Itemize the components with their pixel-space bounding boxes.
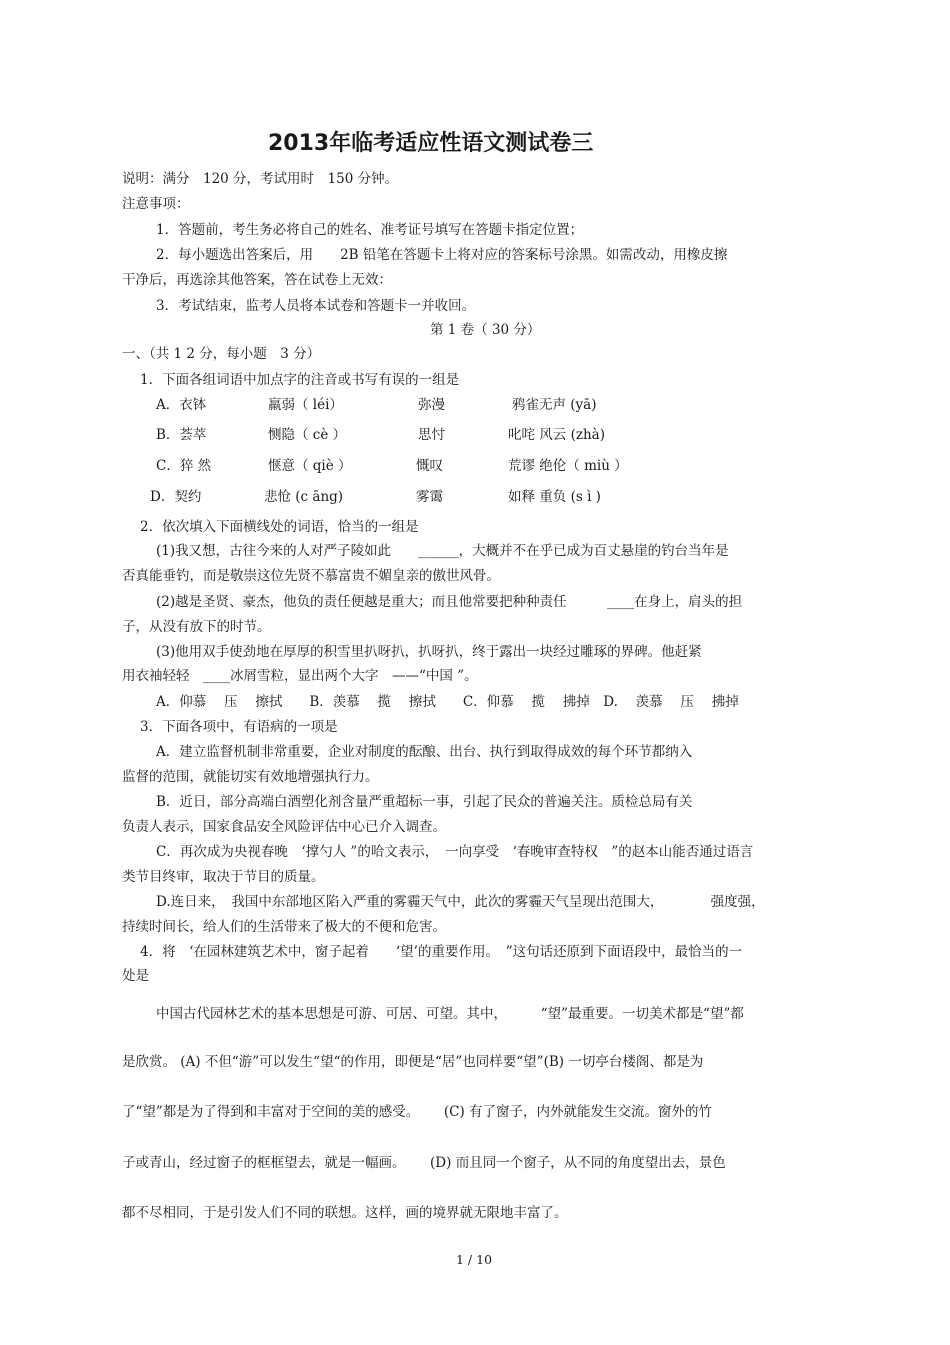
q4-passage-line-2: 是欣赏。 (A) 不但“游”可以发生“望“的作用，即便是“居”也同样要“望”(B) 一切亭台楼阁、都是为 xyxy=(122,1054,704,1070)
question-1-stem: 1．下面各组词语中加点字的注音或书写有误的一组是 xyxy=(140,372,460,388)
notice-rule-1: 1．答题前，考生务必将自己的姓名、准考证号填写在答题卡指定位置； xyxy=(156,222,584,238)
q1-option-c-word3: 慨叹 xyxy=(416,458,443,474)
q2-passage-1-cont: 否真能垂钓，而是敬崇这位先贤不慕富贵不媚皇亲的傲世风骨。 xyxy=(122,568,500,584)
q1-option-c-word2: 惬意（ qiè ） xyxy=(268,458,352,474)
q3-option-b: B．近日，部分高端白酒塑化剂含量严重超标一事，引起了民众的普遍关注。质检总局有关 xyxy=(156,794,693,810)
q1-option-d-word1: D．契约 xyxy=(150,489,202,505)
q1-option-c-word4: 荒谬 绝伦（ miù ） xyxy=(508,458,628,474)
q1-option-c-word1: C．猝 然 xyxy=(156,458,212,474)
question-4-stem-cont: 处是 xyxy=(122,968,149,984)
q1-option-b-word4: 叱咤 风云 (zhà) xyxy=(508,427,605,443)
question-4-stem: 4．将 ‘在园林建筑艺术中，窗子起着 ‘望’的重要作用。 ”这句话还原到下面语段中，最恰当的一 xyxy=(140,944,743,960)
q1-option-d-word4: 如释 重负 (s ì ) xyxy=(508,489,601,505)
q4-passage-line-1: 中国古代园林艺术的基本思想是可游、可居、可望。其中， “望”最重要。一切美术都是“望”都 xyxy=(156,1006,744,1022)
q1-option-a-word2: 羸弱（ léi） xyxy=(268,397,343,413)
notice-rule-3: 3．考试结束，监考人员将本试卷和答题卡一并收回。 xyxy=(156,298,476,314)
q4-passage-line-4: 子或青山，经过窗子的框框望去，就是一幅画。 (D) 而且同一个窗子，从不同的角度望出去，景色 xyxy=(122,1155,726,1171)
question-2-stem: 2．依次填入下面横线处的词语，恰当的一组是 xyxy=(140,519,419,535)
q1-option-a-word1: A．衣钵 xyxy=(156,397,207,413)
q2-passage-1: (1)我又想，古往今来的人对严子陵如此 ______，大概并不在乎已成为百丈悬崖的钓台当年是 xyxy=(156,543,729,559)
q1-option-a-word3: 弥漫 xyxy=(418,397,445,413)
q3-option-a-cont: 监督的范围，就能切实有效地增强执行力。 xyxy=(122,769,379,785)
q4-passage-line-3: 了“望”都是为了得到和丰富对于空间的美的感受。 (C) 有了窗子，内外就能发生交流。窗外的竹 xyxy=(122,1104,712,1120)
q1-option-d-word2: 悲怆 (c āng) xyxy=(264,489,344,505)
q2-passage-3: (3)他用双手使劲地在厚厚的积雪里扒呀扒，扒呀扒，终于露出一块经过雕琢的界碑。他赶紧 xyxy=(156,644,702,660)
q3-option-d: D.连日来， 我国中东部地区陷入严重的雾霾天气中，此次的雾霾天气呈现出范围大， 强度强， xyxy=(156,894,765,910)
q3-option-c: C．再次成为央视春晚 ‘撑勺人 ”的哈文表示， 一向享受 ‘春晚审查特权 ”的赵本山能否通过语言 xyxy=(156,844,754,860)
q3-option-d-cont: 持续时间长，给人们的生活带来了极大的不便和危害。 xyxy=(122,919,446,935)
q3-option-a: A．建立监督机制非常重要，企业对制度的酝酿、出台、执行到取得成效的每个环节都纳入 xyxy=(156,744,693,760)
page-number: 1 / 10 xyxy=(456,1252,493,1267)
exam-note: 说明：满分 120 分，考试用时 150 分钟。 xyxy=(122,171,399,187)
q4-passage-line-5: 都不尽相同，于是引发人们不同的联想。这样，画的境界就无限地丰富了。 xyxy=(122,1205,568,1221)
section-heading: 一、（共 1 2 分，每小题 3 分） xyxy=(122,346,321,362)
q1-option-d-word3: 雾霭 xyxy=(416,489,443,505)
q1-option-a-word4: 鸦雀无声 (yā) xyxy=(512,397,597,413)
q3-option-b-cont: 负责人表示，国家食品安全风险评估中心已介入调查。 xyxy=(122,819,446,835)
q2-passage-2-cont: 子，从没有放下的时节。 xyxy=(122,619,271,635)
q2-passage-3-cont: 用衣袖轻轻 ____冰屑雪粒，显出两个大字 ——“中国 ”。 xyxy=(122,668,478,684)
q1-option-b-word3: 思忖 xyxy=(418,427,445,443)
notice-heading: 注意事项： xyxy=(122,196,190,212)
notice-rule-2-cont: 干净后，再选涂其他答案，答在试卷上无效： xyxy=(122,272,392,288)
q2-passage-2: (2)越是圣贤、豪杰，他负的责任便越是重大；而且他常要把种种责任 ____在身上，肩头的担 xyxy=(156,594,743,610)
notice-rule-2: 2．每小题选出答案后，用 2B 铅笔在答题卡上将对应的答案标号涂黑。如需改动，用橡皮擦 xyxy=(156,247,728,263)
page-title: 2013年临考适应性语文测试卷三 xyxy=(268,131,594,156)
q1-option-b-word2: 恻隐（ cè ） xyxy=(268,427,347,443)
q3-option-c-cont: 类节目终审，取决于节目的质量。 xyxy=(122,869,325,885)
q2-options: A．仰慕 压 擦拭 B．羡慕 揽 擦拭 C．仰慕 揽 拂掉 D. 羡慕 压 拂掉 xyxy=(156,694,739,710)
volume-heading: 第 1 卷（ 30 分） xyxy=(430,322,541,338)
q1-option-b-word1: B．荟萃 xyxy=(156,427,207,443)
question-3-stem: 3．下面各项中，有语病的一项是 xyxy=(140,719,338,735)
